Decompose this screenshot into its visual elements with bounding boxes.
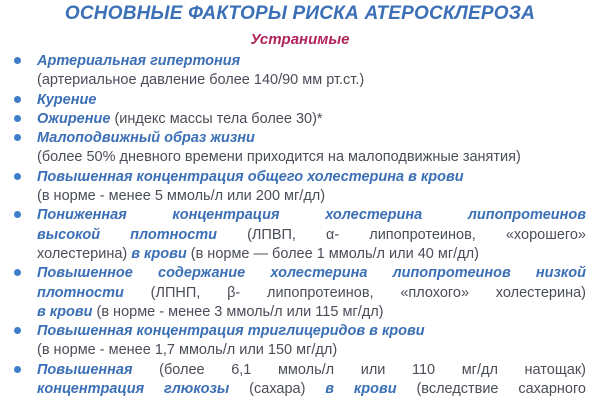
bullet-icon: [14, 96, 21, 103]
factor-name: концентрация глюкозы: [37, 381, 230, 398]
item-line: [37, 129, 586, 148]
item-line: [37, 71, 586, 90]
bullet-icon: [14, 366, 21, 373]
item-line: [37, 168, 586, 187]
item-line: [37, 245, 586, 264]
factor-note: (ЛПНП, β- липопротеинов, «плохого» холестерина): [123, 284, 586, 301]
factor-name: Пониженная концентрация холестерина липопротеинов: [37, 207, 586, 224]
list-item: [0, 168, 600, 207]
bullet-icon: [14, 134, 21, 141]
factor-note: (более 50% дневного времени приходится на малоподвижные занятия): [37, 149, 521, 166]
factor-note: (индекс массы тела более 30)*: [110, 110, 323, 127]
factor-note: (в норме - менее 1,7 ммоль/л или 150 мг/дл): [37, 342, 338, 359]
factor-name: Малоподвижный образ жизни: [37, 130, 255, 147]
item-line: [37, 206, 586, 225]
factor-name: Курение: [37, 91, 97, 108]
factor-name: плотности: [37, 284, 124, 301]
list-item: [0, 91, 600, 110]
factor-name: в крови: [37, 303, 93, 320]
bullet-icon: [14, 57, 21, 64]
factor-name: Повышенная: [37, 361, 133, 378]
item-line: [37, 264, 586, 283]
factor-name: в крови: [325, 381, 397, 398]
bullet-icon: [14, 269, 21, 276]
list-item: [0, 361, 600, 400]
list-item: [0, 129, 600, 168]
factor-note: (в норме - менее 3 ммоль/л или 115 мг/дл): [92, 303, 384, 320]
factor-note: (более 6,1 ммоль/л или 110 мг/дл натощак): [132, 361, 586, 378]
factor-name: Повышенное содержание холестерина липопротеинов низкой: [37, 265, 586, 282]
factor-note: (в норме - менее 5 ммоль/л или 200 мг/дл): [37, 188, 326, 205]
list-item: [0, 206, 600, 264]
item-line: [37, 361, 586, 380]
item-line: [37, 303, 586, 322]
item-line: [37, 322, 586, 341]
factor-note: холестерина): [37, 245, 132, 262]
list-item: [0, 322, 600, 361]
bullet-icon: [14, 327, 21, 334]
factor-name: Повышенная концентрация общего холестерина в крови: [37, 168, 464, 185]
factor-name: Ожирение: [37, 110, 111, 127]
factor-name: Артериальная гипертония: [37, 53, 241, 69]
slide-subtitle: Устранимые: [250, 31, 350, 48]
item-line: [37, 341, 586, 360]
list-item: [0, 264, 600, 322]
list-item: [0, 52, 600, 91]
factor-name: высокой плотности: [37, 226, 218, 243]
risk-factor-list: [0, 52, 600, 399]
factor-name: Повышенная концентрация триглицеридов в крови: [37, 323, 425, 340]
slide-title: ОСНОВНЫЕ ФАКТОРЫ РИСКА АТЕРОСКЛЕРОЗА: [64, 3, 536, 24]
bullet-icon: [14, 115, 21, 122]
item-line: [37, 52, 586, 71]
item-line: [37, 226, 586, 245]
list-item: [0, 110, 600, 129]
bullet-icon: [14, 173, 21, 180]
item-line: [37, 380, 586, 399]
item-line: [37, 148, 586, 167]
factor-note: (ЛПВП, α- липопротеинов, «хорошего»: [217, 226, 586, 243]
item-line: [37, 91, 586, 110]
factor-note: (артериальное давление более 140/90 мм рт.ст.): [37, 72, 365, 89]
item-line: [37, 284, 586, 303]
factor-name: в крови: [131, 245, 187, 262]
factor-note: (вследствие сахарного: [396, 381, 586, 398]
item-line: [37, 110, 586, 129]
bullet-icon: [14, 211, 21, 218]
item-line: [37, 187, 586, 206]
factor-note: (в норме — более 1 ммоль/л или 40 мг/дл): [186, 245, 479, 262]
factor-note: (сахара): [229, 381, 326, 398]
